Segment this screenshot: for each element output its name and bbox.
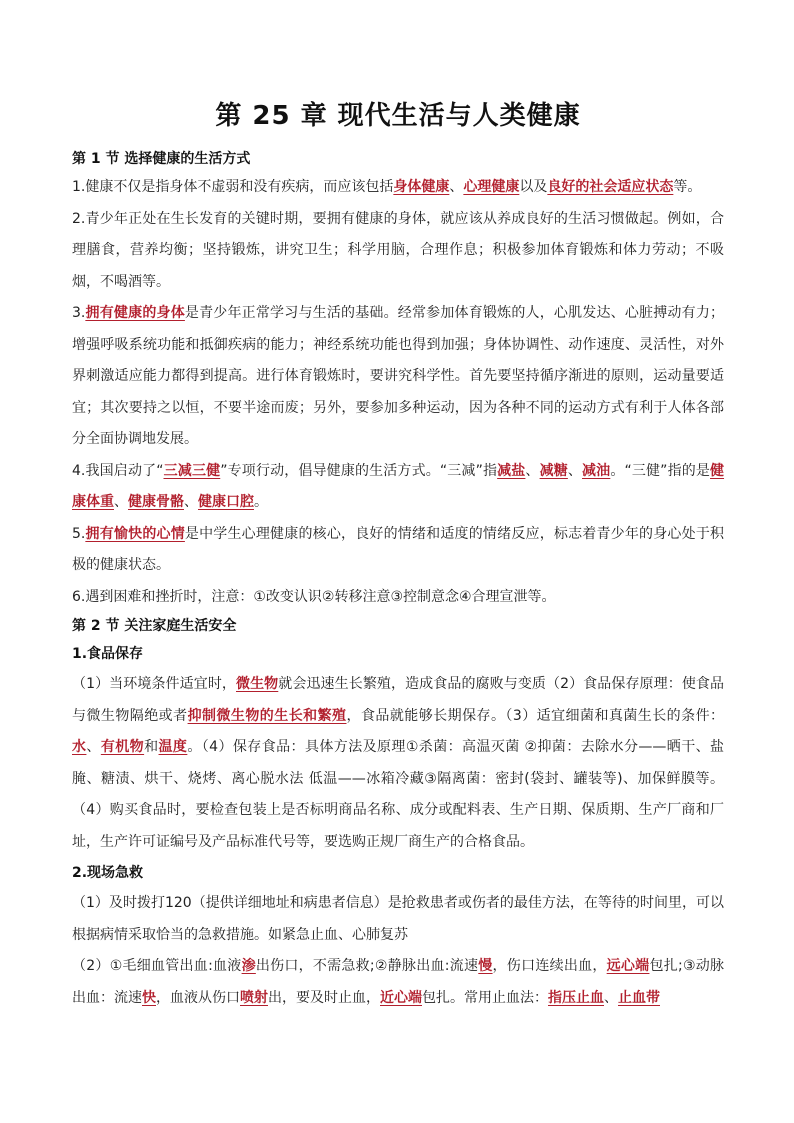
key-term: 健康体重	[72, 462, 725, 510]
chapter-title: 第 25 章 现代生活与人类健康	[215, 101, 581, 131]
section-2-heading: 第 2 节 关注家庭生活安全	[72, 618, 237, 634]
key-term: 指压止血	[548, 989, 604, 1006]
key-term: 健康骨骼	[128, 494, 184, 510]
subsection-food-storage-heading: 1.食品保存	[72, 646, 144, 662]
key-term: 心理健康	[463, 179, 520, 195]
key-term: 良好的社会适应状态	[547, 179, 674, 195]
key-term: 身体健康	[393, 179, 450, 195]
paragraph-food-storage: （1）当环境条件适宜时，微生物就会迅速生长繁殖，造成食品的腐败与变质（2）食品保存原理：使食品与微生物隔绝或者抑制微生物的生长和繁殖，食品就能够长期保存。（3）适宜细菌和真菌生长的条件：水、有机物和温度。（4）保存食品：具体方法及原理①杀菌：高温灭菌 ②抑菌：去除水分——晒干、盐腌、糖渍、烘干、烧烤、离心脱水法 低温——冰箱冷藏③隔离菌：密封(袋封、罐装等)、加保鲜膜等。（4）购买食品时，要检查包装上是否标明商品名称、成分或配料表、生产日期、保质期、生产厂商和厂址，生产许可证编号及产品标准代号等，要选购正规厂商生产的合格食品。	[72, 676, 725, 850]
paragraph-4: 4.我国启动了“三减三健”专项行动，倡导健康的生活方式。“三减”指减盐、减糖、减油。“三健”指的是健康体重、健康骨骼、健康口腔。	[72, 462, 725, 510]
paragraph-6: 6.遇到困难和挫折时，注意：①改变认识②转移注意③控制意念④合理宣泄等。	[72, 588, 556, 605]
key-term: 渗	[241, 958, 256, 974]
key-term: 微生物	[236, 676, 279, 692]
paragraph-5: 5.拥有愉快的心情是中学生心理健康的核心，良好的情绪和适度的情绪反应，标志着青少年的身心处于积极的健康状态。	[72, 525, 725, 573]
key-term: 拥有健康的身体	[85, 305, 185, 321]
key-term: 近心端	[380, 989, 422, 1006]
paragraph-2: 2.青少年正处在生长发育的关键时期，要拥有健康的身体，就应该从养成良好的生活习惯做起。例如，合理膳食，营养均衡；坚持锻炼，讲究卫生；科学用脑，合理作息；积极参加体育锻炼和体力劳动；不吸烟，不喝酒等。	[72, 210, 724, 290]
key-term: 拥有愉快的心情	[85, 525, 185, 542]
key-term: 喷射	[240, 989, 268, 1006]
paragraph-first-aid-2: （2）①毛细血管出血:血液渗出伤口，不需急救;②静脉出血:流速慢，伤口连续出血，远心端包扎;③动脉出血：流速快，血液从伤口喷射出，要及时止血，近心端包扎。常用止血法：指压止血、止血带	[72, 958, 725, 1006]
key-term: 水	[72, 739, 87, 755]
paragraph-1: 1.健康不仅是指身体不虚弱和没有疾病，而应该包括身体健康、心理健康以及良好的社会适应状态等。	[72, 179, 702, 195]
document-page	[72, 96, 724, 1014]
key-term: 止血带	[618, 989, 660, 1006]
key-term: 健康口腔	[198, 494, 254, 510]
key-term: 减油	[582, 462, 611, 479]
key-term: 抑制微生物的生长和繁殖	[187, 707, 347, 724]
key-term: 有机物	[100, 739, 145, 755]
key-term: 温度	[158, 739, 188, 755]
key-term: 慢	[478, 958, 493, 974]
key-term: 减糖	[539, 462, 568, 479]
key-term: 三减三健	[163, 462, 221, 479]
key-term: 快	[142, 989, 156, 1006]
subsection-first-aid-heading: 2.现场急救	[72, 865, 144, 881]
key-term: 减盐	[497, 462, 526, 479]
paragraph-3: 3.拥有健康的身体是青少年正常学习与生活的基础。经常参加体育锻炼的人，心肌发达、心脏搏动有力；增强呼吸系统功能和抵御疾病的能力；神经系统功能也得到加强；身体协调性、动作速度、灵活性，对外界刺激适应能力都得到提高。进行体育锻炼时，要讲究科学性。首先要坚持循序渐进的原则，运动量要适宜；其次要持之以恒，不要半途而废；另外，要参加多种运动，因为各种不同的运动方式有利于人体各部分全面协调地发展。	[72, 305, 725, 447]
key-term: 远心端	[606, 958, 650, 974]
paragraph-first-aid-1: （1）及时拨打120（提供详细地址和病患者信息）是抢救患者或伤者的最佳方法，在等待的时间里，可以根据病情采取恰当的急救措施。如紧急止血、心肺复苏	[72, 895, 724, 943]
section-1-heading: 第 1 节 选择健康的生活方式	[72, 151, 251, 167]
